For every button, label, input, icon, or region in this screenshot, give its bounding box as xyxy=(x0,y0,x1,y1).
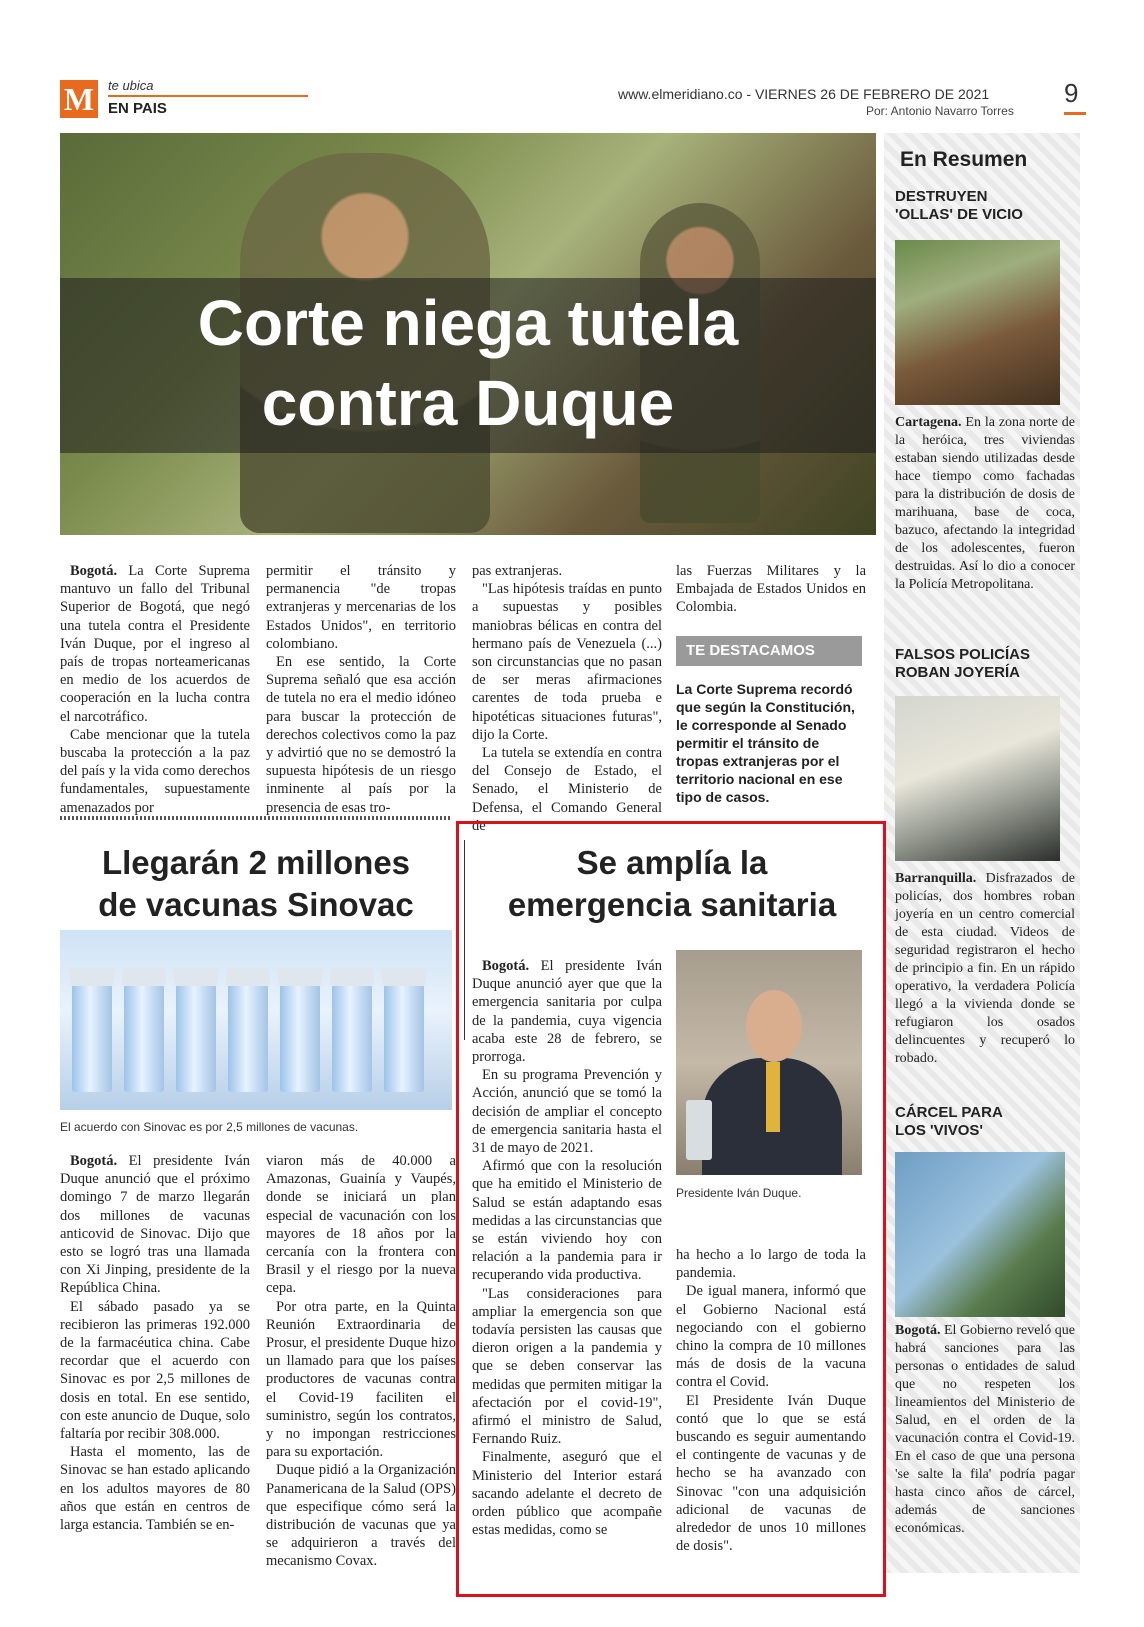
photo-caption: Presidente Iván Duque. xyxy=(676,1186,802,1200)
sidebar-item-text xyxy=(895,414,1075,594)
paragraph-text: "Las hipótesis traídas en punto a supuestas y posibles maniobras bélicas en contra del hermano país de Venezuela (...) son circunstancias que no pasan de ser meras afirmaciones carentes de toda prueba e hipotéticas situaciones futuras", dijo la Corte. xyxy=(472,581,662,743)
paragraph xyxy=(472,580,662,744)
paragraph-text: El presidente Iván Duque anunció ayer que que la emergencia sanitaria por culpa de la pandemia, cuya vigencia acaba este 28 de febrero, se prorroga. xyxy=(472,958,662,1066)
paragraph xyxy=(676,1282,866,1391)
sidebar-item-text xyxy=(895,1322,1075,1538)
paragraph-text: Cabe mencionar que la tutela buscaba la protección a la paz del país y la vida como derechos fundamentales, supuestamente amenazados por xyxy=(60,726,250,816)
dateline-city: Cartagena. xyxy=(895,415,962,430)
tie xyxy=(766,1062,780,1132)
paragraph xyxy=(472,1285,662,1449)
sidebar-item-title: CÁRCEL PARA LOS 'VIVOS' xyxy=(895,1104,1003,1139)
headline-line: emergencia sanitaria xyxy=(507,886,837,923)
paragraph xyxy=(472,1448,662,1539)
article-column xyxy=(472,562,662,835)
face xyxy=(746,990,802,1062)
page-number: 9 xyxy=(1064,78,1079,108)
kicker: te ubica xyxy=(108,78,154,93)
vial xyxy=(332,982,372,1092)
news-photo xyxy=(895,696,1060,861)
paragraph xyxy=(60,726,250,817)
paragraph-text: La Corte Suprema mantuvo un fallo del Tribunal Superior de Bogotá, que negó una tutela contra el Presidente Iván Duque, por el ingreso al país de tropas norteamericanas en medio de los acuerdos de cooperación en la lucha contra el narcotráfico. xyxy=(60,563,250,725)
column-rule xyxy=(464,840,465,1040)
paragraph xyxy=(266,1461,456,1570)
paragraph xyxy=(472,1066,662,1157)
paragraph-text: las Fuerzas Militares y la Embajada de Estados Unidos en Colombia. xyxy=(676,563,866,616)
paragraph-text: Hasta el momento, las de Sinovac se han estado aplicando en los adultos mayores de 80 años que están en centros de larga estancia. También se en- xyxy=(60,1444,250,1534)
vaccine-photo xyxy=(60,930,452,1110)
paragraph xyxy=(472,562,662,580)
article-column xyxy=(60,1152,250,1534)
article-column xyxy=(472,957,662,1540)
photo-caption: El acuerdo con Sinovac es por 2,5 millones de vacunas. xyxy=(60,1120,359,1134)
paragraph-text: pas extranjeras. xyxy=(472,563,563,579)
paragraph xyxy=(60,562,250,726)
paragraph-text: permitir el tránsito y permanencia "de tropas extranjeras y mercenarias de los Estados Unidos", en territorio colombiano. xyxy=(266,563,456,652)
headline-line: Se amplía la xyxy=(576,844,768,881)
paragraph-text: En ese sentido, la Corte Suprema señaló que esa acción de tutela no era el medio idóneo para buscar la protección de derechos colectivos como la paz y advirtió que no se demostró la supuesta hipótesis de un riesgo inminente al país por la presencia de esas tro- xyxy=(266,654,456,816)
byline: Por: Antonio Navarro Torres xyxy=(866,104,1014,118)
vial xyxy=(176,982,216,1092)
sidebar-item-title: FALSOS POLICÍAS ROBAN JOYERÍA xyxy=(895,646,1031,681)
sidebar-body: Disfrazados de policías, dos hombres roban joyería en un centro comercial de esta ciudad. Videos de seguridad registraron el hecho de principio a fin. En un rápido operativo, la verdadera Policía llegó a la vivienda donde se refugiaron los osados delincuentes y recuperó lo robado. xyxy=(895,871,1075,1066)
paragraph-text: Afirmó que con la resolución que ha emitido el Ministerio de Salud se están adaptando esas medidas a las circunstancias que se están viviendo hoy con relación a la pandemia para ir recuperando vida productiva. xyxy=(472,1158,662,1284)
section-label: EN PAIS xyxy=(108,100,167,117)
dateline-city: Barranquilla. xyxy=(895,871,977,886)
paragraph xyxy=(60,1152,250,1298)
paragraph-text: El Presidente Iván Duque contó que lo que se está buscando es seguir aumentando el contingente de vacunas y de hecho se ha avanzado con Sinovac "con una adquisición adicional de vacunas de alrededor de unos 10 millones de dosis". xyxy=(676,1392,866,1555)
news-photo xyxy=(895,240,1060,405)
dateline-city: Bogotá. xyxy=(70,1153,118,1169)
sidebar-body: En la zona norte de la heróica, tres viviendas estaban siendo utilizadas desde hace tiempo como fachadas para la distribución de dosis de marihuana, base de coca, bazuco, afectando la integridad de los adolescentes, fueron destruidas. Así lo dio a conocer la Policía Metropolitana. xyxy=(895,415,1075,592)
paragraph xyxy=(266,1152,456,1298)
article-headline xyxy=(472,842,872,926)
paragraph-text: ha hecho a lo largo de toda la pandemia. xyxy=(676,1247,866,1282)
article-column xyxy=(266,562,456,817)
vial xyxy=(384,982,424,1092)
sidebar-item-title: DESTRUYEN 'OLLAS' DE VICIO xyxy=(895,188,1023,223)
vial xyxy=(228,982,268,1092)
paragraph-text: Finalmente, aseguró que el Ministerio del Interior estará sacando adelante el decreto de orden público que acompañe estas medidas, como se xyxy=(472,1449,662,1539)
highlight-label: TE DESTACAMOS xyxy=(676,636,862,666)
dateline: www.elmeridiano.co - VIERNES 26 DE FEBRERO DE 2021 xyxy=(618,86,990,102)
vial xyxy=(124,982,164,1092)
vial xyxy=(72,982,112,1092)
paragraph xyxy=(472,957,662,1066)
page-number-rule xyxy=(1064,112,1086,115)
hero-headline-line: contra Duque xyxy=(261,367,675,439)
hero-headline xyxy=(60,283,876,443)
paragraph-text: La tutela se extendía en contra del Consejo de Estado, el Senado, el Ministerio de Defensa, el Comando General de xyxy=(472,745,662,834)
dateline-city: Bogotá. xyxy=(895,1323,941,1338)
glass xyxy=(686,1100,712,1160)
news-photo xyxy=(895,1152,1065,1317)
paragraph-text: "Las consideraciones para ampliar la emergencia son que todavía persisten las causas que dieron origen a la pandemia y que se deben conservar las medidas que permiten mitigar la afectación por el covid-19", afirmó el ministro de Salud, Fernando Ruiz. xyxy=(472,1285,662,1448)
headline-line: de vacunas Sinovac xyxy=(98,886,414,923)
paragraph xyxy=(266,562,456,653)
sidebar-item-text xyxy=(895,870,1075,1068)
dateline-city: Bogotá. xyxy=(70,563,118,579)
paragraph-text: viaron más de 40.000 a Amazonas, Guainía y Vaupés, donde se iniciará un plan especial de vacunación con los mayores de 18 años por la cercanía con la frontera con Brasil y el riesgo por la nueva cepa. xyxy=(266,1153,456,1297)
hero-photo xyxy=(60,133,876,535)
vial xyxy=(280,982,320,1092)
article-headline xyxy=(60,842,452,926)
paragraph-text: Duque pidió a la Organización Panamericana de la Salud (OPS) que especifique cómo será la distribución de vacunas que ya se adquirieron a través del mecanismo Covax. xyxy=(266,1462,456,1570)
divider xyxy=(60,816,452,820)
paragraph-text: El sábado pasado ya se recibieron las primeras 192.000 de la farmacéutica china. Cabe recordar que el acuerdo con Sinovac es por 2,5 millones de dosis en total. En ese sentido, con este anuncio de Duque, solo faltaría por recibir 308.000. xyxy=(60,1298,250,1443)
article-column xyxy=(676,562,866,617)
header-rule xyxy=(108,95,308,97)
paragraph xyxy=(266,653,456,817)
hero-headline-line: Corte niega tutela xyxy=(197,287,739,359)
dateline-city: Bogotá. xyxy=(482,958,530,974)
sidebar-body: El Gobierno reveló que habrá sanciones para las personas o entidades de salud que no respeten los lineamientos del Ministerio de Salud, en el orden de la vacunación contra el Covid-19. En el caso de que una persona 'se salte la fila' podría pagar hasta cinco años de cárcel, además de sanciones económicas. xyxy=(895,1323,1076,1536)
headline-line: Llegarán 2 millones xyxy=(101,844,411,881)
paragraph xyxy=(472,1157,662,1284)
paragraph xyxy=(676,1246,866,1282)
article-column xyxy=(60,562,250,817)
paragraph-text: De igual manera, informó que el Gobierno Nacional está negociando con el gobierno chino la compra de 10 millones más de dosis de la vacuna contra el Covid. xyxy=(676,1283,866,1391)
sidebar-heading: En Resumen xyxy=(900,148,1028,171)
paragraph xyxy=(266,1298,456,1462)
paragraph-text: Por otra parte, en la Quinta Reunión Extraordinaria de Prosur, el presidente Duque hizo un llamado para que los países productores de vacunas contra el Covid-19 faciliten el suministro, según los contratos, y no impongan restricciones para su exportación. xyxy=(266,1298,456,1461)
paragraph xyxy=(676,1392,866,1556)
article-column xyxy=(266,1152,456,1571)
paragraph xyxy=(60,1298,250,1444)
paragraph-text: El presidente Iván Duque anunció que el próximo domingo 7 de marzo llegarán dos millones de vacunas anticovid de Sinovac. Dijo que esto se logró tras una llamada con Xi Jinping, presidente de la República China. xyxy=(60,1153,250,1297)
logo: M xyxy=(60,80,98,118)
paragraph xyxy=(60,1443,250,1534)
paragraph-text: En su programa Prevención y Acción, anunció que se tomó la decisión de ampliar el concepto de emergencia sanitaria hasta el 31 de mayo de 2021. xyxy=(472,1067,662,1157)
paragraph xyxy=(676,562,866,617)
highlight-text: La Corte Suprema recordó que según la Constitución, le corresponde al Senado permitir el tránsito de tropas extranjeras por el territorio nacional en ese tipo de casos. xyxy=(676,681,855,805)
article-column xyxy=(676,1246,866,1555)
president-photo xyxy=(676,950,862,1175)
